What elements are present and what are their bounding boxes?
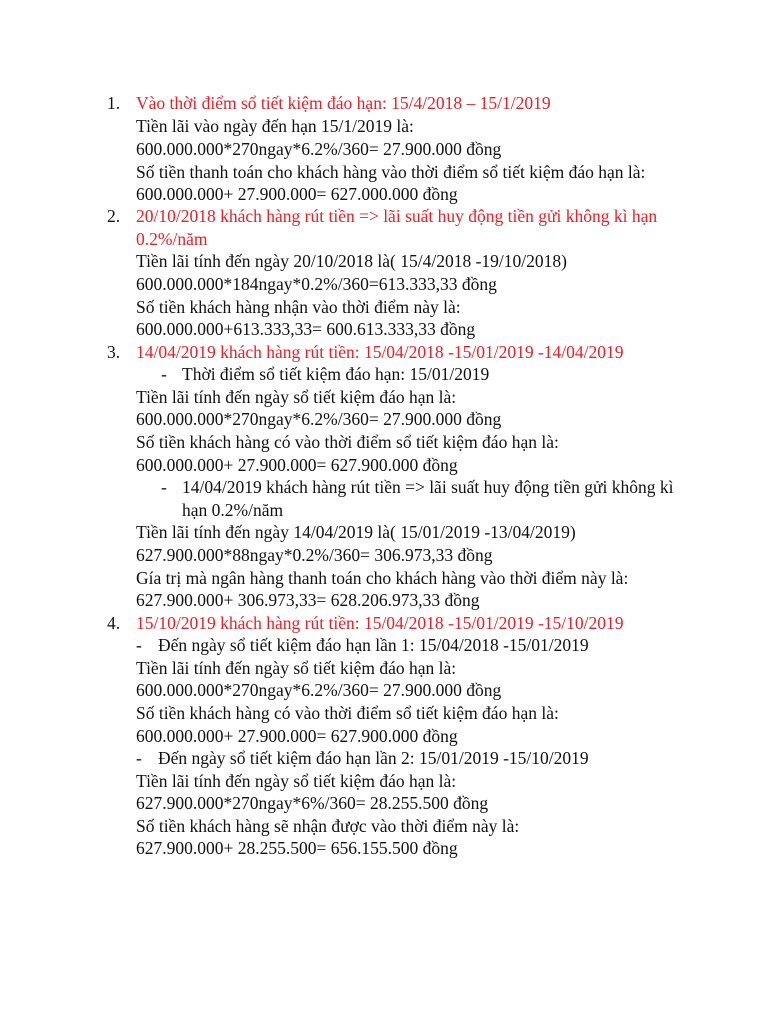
section-4-bullet: Đến ngày sổ tiết kiệm đáo hạn lần 1: 15/04/2018 -15/01/2019 [158,635,589,655]
section-3-bullet-cont: hạn 0.2%/năm [182,500,284,520]
section-3-line: Số tiền khách hàng có vào thời điểm sổ tiết kiệm đáo hạn là: [136,432,559,452]
section-4-line: 600.000.000+ 27.900.000= 627.900.000 đồng [136,726,458,746]
section-4-line: 627.900.000*270ngay*6%/360= 28.255.500 đồng [136,793,489,813]
section-1-line: 600.000.000*270ngay*6.2%/360= 27.900.000 đồng [136,139,502,159]
section-1-line: 600.000.000+ 27.900.000= 627.000.000 đồng [136,184,458,204]
section-3-line: 600.000.000*270ngay*6.2%/360= 27.900.000 đồng [136,409,502,429]
section-4-heading: 15/10/2019 khách hàng rút tiền: 15/04/2018 -15/01/2019 -15/10/2019 [136,613,624,633]
section-3-line: Gía trị mà ngân hàng thanh toán cho khách hàng vào thời điểm này là: [136,568,629,588]
section-3-heading: 14/04/2019 khách hàng rút tiền: 15/04/2018 -15/01/2019 -14/04/2019 [136,342,624,362]
bullet-dash: - [161,364,167,384]
section-4-line: Tiền lãi tính đến ngày sổ tiết kiệm đáo hạn là: [136,771,457,791]
bullet-dash: - [136,635,142,655]
section-2-line: 600.000.000+613.333,33= 600.613.333,33 đồng [136,319,476,339]
section-4-number: 4. [107,613,121,633]
section-2-line: 600.000.000*184ngay*0.2%/360=613.333,33 đồng [136,274,497,294]
section-4-bullet: Đến ngày sổ tiết kiệm đáo hạn lần 2: 15/01/2019 -15/10/2019 [158,748,589,768]
section-3-line: Tiền lãi tính đến ngày sổ tiết kiệm đáo hạn là: [136,387,457,407]
section-3-line: 600.000.000+ 27.900.000= 627.900.000 đồng [136,455,458,475]
section-3-bullet: 14/04/2019 khách hàng rút tiền => lãi suất huy động tiền gửi không kì [182,477,674,497]
bullet-dash: - [161,477,167,497]
section-3-line: 627.900.000+ 306.973,33= 628.206.973,33 đồng [136,590,480,610]
section-3-number: 3. [107,342,121,362]
section-4-line: 600.000.000*270ngay*6.2%/360= 27.900.000 đồng [136,680,502,700]
section-2-line: Tiền lãi tính đến ngày 20/10/2018 là( 15/4/2018 -19/10/2018) [136,251,567,271]
section-1-line: Tiền lãi vào ngày đến hạn 15/1/2019 là: [136,116,414,136]
section-1-line: Số tiền thanh toán cho khách hàng vào thời điểm sổ tiết kiệm đáo hạn là: [136,162,646,182]
section-4-line: Tiền lãi tính đến ngày sổ tiết kiệm đáo hạn là: [136,658,457,678]
section-2-line: Số tiền khách hàng nhận vào thời điểm này là: [136,297,461,317]
section-1-number: 1. [107,93,121,113]
bullet-dash: - [136,748,142,768]
section-4-line: Số tiền khách hàng có vào thời điểm sổ tiết kiệm đáo hạn là: [136,703,559,723]
section-3-bullet: Thời điểm sổ tiết kiệm đáo hạn: 15/01/2019 [182,364,490,384]
section-4-line: 627.900.000+ 28.255.500= 656.155.500 đồng [136,838,458,858]
section-1-heading: Vào thời điểm sổ tiết kiệm đáo hạn: 15/4/2018 – 15/1/2019 [136,93,551,113]
section-2-number: 2. [107,206,121,226]
section-4-line: Số tiền khách hàng sẽ nhận được vào thời điểm này là: [136,816,520,836]
section-2-heading: 20/10/2018 khách hàng rút tiền => lãi suất huy động tiền gửi không kì hạn [136,206,658,226]
section-2-heading-cont: 0.2%/năm [136,229,208,249]
section-3-line: 627.900.000*88ngay*0.2%/360= 306.973,33 đồng [136,545,493,565]
section-3-line: Tiền lãi tính đến ngày 14/04/2019 là( 15/01/2019 -13/04/2019) [136,522,576,542]
